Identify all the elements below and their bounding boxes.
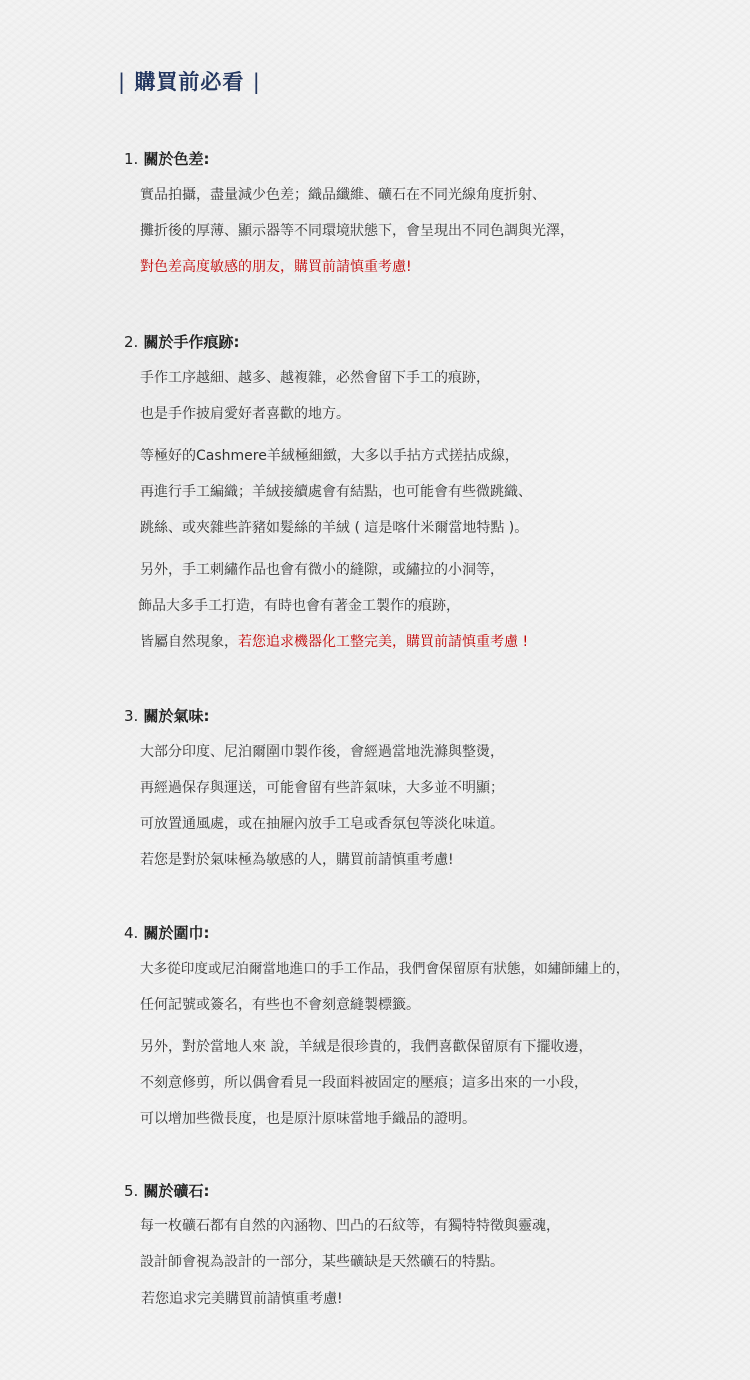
section-heading-stone: 5. 關於礦石: — [124, 1182, 210, 1200]
text-line-mixed: 皆屬自然現象，若您追求機器化工整完美，購買前請慎重考慮 ! — [140, 634, 529, 650]
text-line: 另外，手工刺繡作品也會有微小的縫隙，或繡拉的小洞等， — [140, 562, 504, 578]
title-bar-right: | — [252, 70, 261, 94]
page-title — [118, 66, 261, 96]
text-line: 設計師會視為設計的一部分，某些礦缺是天然礦石的特點。 — [140, 1254, 504, 1270]
title-bar-left: | — [118, 70, 127, 94]
section-heading-odor: 3. 關於氣味: — [124, 707, 210, 725]
section-heading-color: 1. 關於色差: — [124, 150, 210, 168]
text-line: 若您是對於氣味極為敏感的人，購買前請慎重考慮! — [140, 852, 454, 868]
text-line: 另外，對於當地人來 說，羊絨是很珍貴的，我們喜歡保留原有下擺收邊， — [140, 1039, 593, 1055]
text-line: 不刻意修剪，所以偶會看見一段面料被固定的壓痕；這多出來的一小段， — [140, 1075, 588, 1091]
text-line: 實品拍攝，盡量減少色差；織品纖維、礦石在不同光線角度折射、 — [140, 187, 546, 203]
text-line: 大多從印度或尼泊爾當地進口的手工作品，我們會保留原有狀態，如繡師繡上的， — [140, 961, 630, 977]
text-line: 可放置通風處，或在抽屜內放手工皂或香氛包等淡化味道。 — [140, 816, 504, 832]
page-title-text: 購買前必看 — [134, 70, 245, 94]
text-line: 也是手作披肩愛好者喜歡的地方。 — [140, 406, 350, 422]
text-line: 任何記號或簽名，有些也不會刻意縫製標籤。 — [140, 997, 420, 1013]
text-line: 再進行手工編織；羊絨接續處會有結點，也可能會有些微跳織、 — [140, 484, 532, 500]
text-line: 若您追求完美購買前請慎重考慮! — [141, 1291, 343, 1307]
text-line: 再經過保存與運送，可能會留有些許氣味，大多並不明顯； — [140, 780, 504, 796]
text-line: 每一枚礦石都有自然的內涵物、凹凸的石紋等，有獨特特徵與靈魂， — [140, 1218, 560, 1234]
text-line: 手作工序越細、越多、越複雜，必然會留下手工的痕跡， — [140, 370, 490, 386]
text-line: 等極好的Cashmere羊絨極細緻，大多以手拈方式搓拈成線， — [140, 448, 519, 464]
text-line: 跳絲、或夾雜些許豬如髮絲的羊絨 ( 這是喀什米爾當地特點 )。 — [140, 520, 529, 536]
text-line: 飾品大多手工打造，有時也會有著金工製作的痕跡， — [138, 598, 460, 614]
text-line: 攤折後的厚薄、顯示器等不同環境狀態下，會呈現出不同色調與光澤， — [140, 223, 574, 239]
section-heading-scarf: 4. 關於圍巾: — [124, 924, 210, 942]
warning-line: 對色差高度敏感的朋友，購買前請慎重考慮! — [140, 259, 412, 275]
text-line: 可以增加些微長度，也是原汁原味當地手織品的證明。 — [140, 1111, 476, 1127]
warning-text: 若您追求機器化工整完美，購買前請慎重考慮 ! — [238, 634, 529, 650]
section-heading-handmade: 2. 關於手作痕跡: — [124, 333, 240, 351]
text-line: 大部分印度、尼泊爾圍巾製作後，會經過當地洗滌與整燙， — [140, 744, 504, 760]
